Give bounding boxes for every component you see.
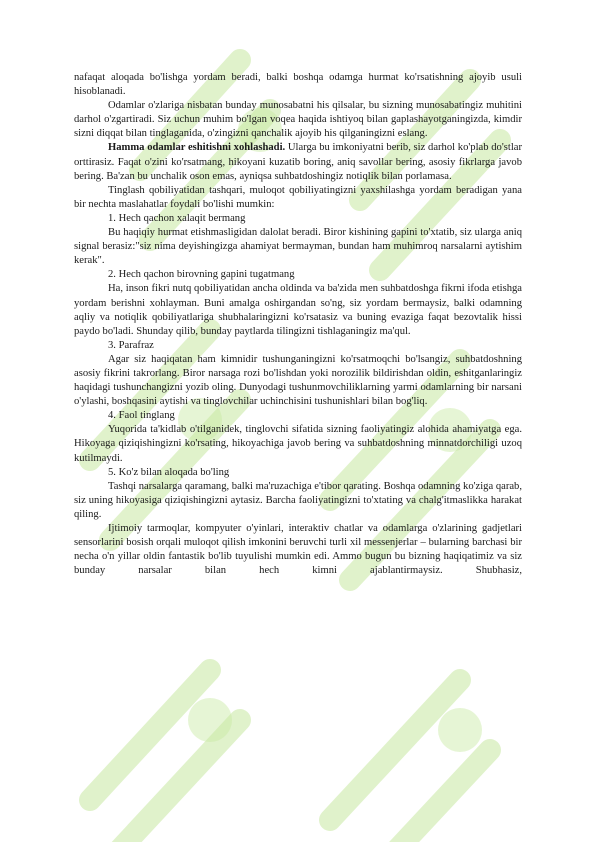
paragraph-text: 1. Hech qachon xalaqit bermang bbox=[108, 212, 246, 224]
paragraph-text: Agar siz haqiqatan ham kimnidir tushunganingizni ko'rsatmoqchi bo'lsangiz, suhbatdoshning asosiy fikrini takrorlang. Biror narsaga rozi bo'lishdan yoki norozilik bildirishdan oldin, eshitganlaringiz haqidagi tushunchangizni yozib oling. Dunyodagi tushunmovchiliklarning yarmi odamlarning bir narsani o'ylashi, boshqasini aytishi va tinglovchilar uchinchisini tushunishlari bilan bog'liq. bbox=[74, 353, 522, 408]
paragraph bbox=[74, 268, 522, 282]
paragraph-text: Ijtimoiy tarmoqlar, kompyuter o'yinlari, interaktiv chatlar va odamlarga o'zlarining gadjetlari sensorlarini bosish orqali muloqot qilish imkonini beruvchi turli xil messenjerlar – bularning barchasi bir necha o'n yillar oldin fantastik bo'lib tuyulishi mumkin edi. Ammo bugun bu bizning haqiqatimiz va siz bunday narsalar bilan hech kimni ajablantirmaysiz. Shubhasiz, bbox=[74, 523, 522, 577]
paragraph bbox=[74, 71, 522, 99]
paragraph-text: Tinglash qobiliyatidan tashqari, muloqot qobiliyatingizni yaxshilashga yordam beradigan yana bir nechta maslahatlar foydali bo'lishi mumkin: bbox=[74, 184, 522, 210]
paragraph bbox=[74, 226, 522, 268]
paragraph bbox=[74, 141, 522, 183]
paragraph-text: Yuqorida ta'kidlab o'tilganidek, tinglovchi sifatida sizning faoliyatingiz alohida ahamiyatga ega. Hikoyaga qiziqishingizni ko'rsating, hikoyachiga javob bering va suhbatdoshning minnatdorchiligi uzoq kutilmaydi. bbox=[74, 424, 522, 464]
paragraph bbox=[74, 466, 522, 480]
paragraph-text: 4. Faol tinglang bbox=[108, 410, 175, 422]
paragraph-text: Ha, inson fikri nutq qobiliyatidan ancha oldinda va ba'zida men suhbatdoshga fikrni ifoda etishga yordam berishni xohlayman. Buni amalga oshirgandan so'ng, siz yordam bermaysiz, balki odamning aqliy va notiqlik qobiliyatlariga shubhalaringizni ko'rsatasiz va buning evaziga faqat bezovtalik hissi paydo bo'ladi. Shunday qilib, bunday paytlarda tilingizni tishlaganingiz ma'qul. bbox=[74, 283, 522, 337]
paragraph-text: 5. Ko'z bilan aloqada bo'ling bbox=[108, 466, 230, 478]
paragraph-text: Odamlar o'zlariga nisbatan bunday munosabatni his qilsalar, bu sizning munosabatingiz muhitini darhol o'zgartiradi. Siz uchun muhim bo'lgan voqea haqida ishtiyoq bilan gaplashayotganingizda, kimdir sizni diqqat bilan tinglaganida, o'zingizni qanchalik ajoyib his qilganingizni eslang. bbox=[74, 100, 522, 140]
paragraph bbox=[74, 282, 522, 338]
paragraph-text: 3. Parafraz bbox=[108, 339, 154, 351]
paragraph-text: Tashqi narsalarga qaramang, balki ma'ruzachiga e'tibor qarating. Boshqa odamning ko'ziga qarab, siz uning hikoyasiga qiziqishingizni aytasiz. Barcha faoliyatingizni to'xtating va chalg'itmaslikka harakat qiling. bbox=[74, 480, 522, 520]
paragraph-text: 2. Hech qachon birovning gapini tugatmang bbox=[108, 269, 295, 281]
paragraph bbox=[74, 409, 522, 423]
paragraph bbox=[74, 480, 522, 522]
document-body bbox=[74, 71, 522, 578]
paragraph bbox=[74, 522, 522, 578]
paragraph-text: nafaqat aloqada bo'lishga yordam beradi, balki boshqa odamga hurmat ko'rsatishning ajoyib usuli hisoblanadi. bbox=[74, 72, 522, 98]
paragraph-text: Ularga bu imkoniyatni berib, siz darhol ko'plab do'stlar orttirasiz. Faqat o'zini ko'rsatmang, hikoyani kuzatib boring, aniq savollar bering, asosiy fikrlarga javob bering. Ba'zan bu unchalik oson emas, ayniqsa suhbatdoshingiz notiqlik bilan porlamasa. bbox=[74, 142, 522, 182]
paragraph bbox=[74, 212, 522, 226]
paragraph bbox=[74, 423, 522, 465]
paragraph bbox=[74, 339, 522, 353]
bold-lead: Hamma odamlar eshitishni xohlashadi. bbox=[108, 142, 286, 154]
paragraph-text: Bu haqiqiy hurmat etishmasligidan dalolat beradi. Biror kishining gapini to'xtatib, siz ularga aniq signal berasiz:"siz nima deyishingizga ahamiyat bermayman, bundan ham muhimroq narsalarni aytishim kerak". bbox=[74, 227, 522, 267]
paragraph bbox=[74, 99, 522, 141]
paragraph bbox=[74, 353, 522, 409]
paragraph bbox=[74, 184, 522, 212]
